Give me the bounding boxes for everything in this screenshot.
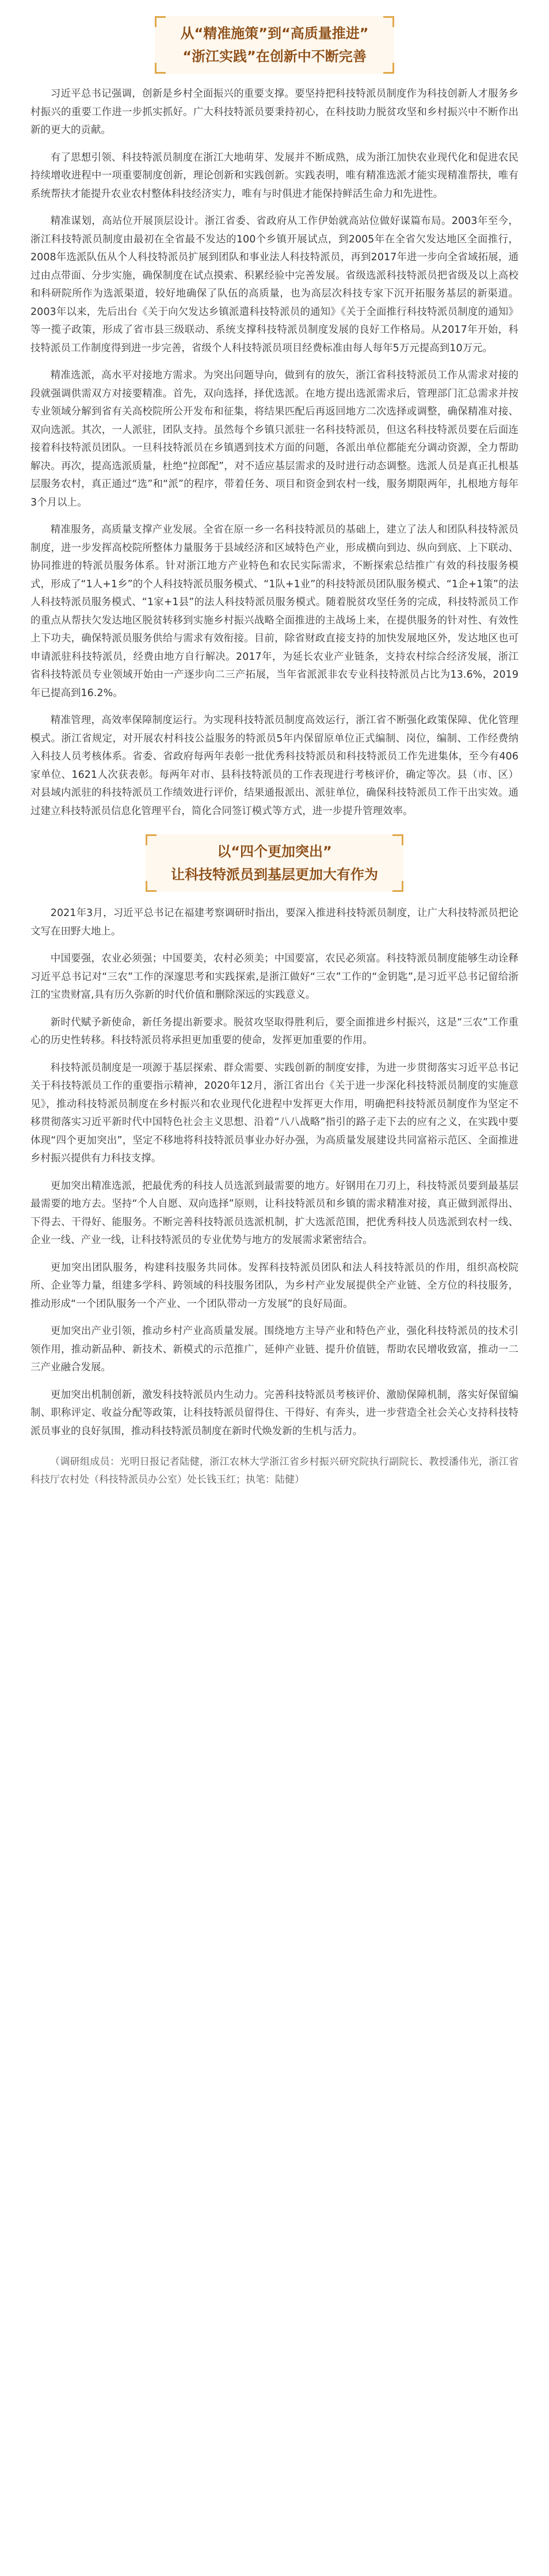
frame-corner-icon xyxy=(146,881,157,892)
frame-corner-icon xyxy=(392,881,403,892)
paragraph: 精准管理，高效率保障制度运行。为实现科技特派员制度高效运行，浙江省不断强化政策保障、优化管理模式。浙江省规定，对开展农村科技公益服务的特派员5年内保留原单位正式编制、岗位，编制、工作经费纳入科技人员考核体系。省委、省政府每两年表彰一批优秀科技特派员和科技特派员工作先进集体，至今有406家单位、1621人次获表彰。每两年对市、县科技特派员的工作表现进行考核评价，确定等次。县（市、区）对县域内派驻的科技特派员工作绩效进行评价，结果通报派出、派驻单位，确保科技特派员工作干出实效。通过建立科技特派员信息化管理平台，简化合同签订模式等方式，进一步提升管理效率。 xyxy=(30,715,518,817)
frame-corner-icon xyxy=(155,63,166,74)
frame-corner-icon xyxy=(146,834,157,845)
heading-1-line-1: 从“精准施策”到“高质量推进” xyxy=(180,25,369,41)
paragraph: 更加突出精准选派，把最优秀的科技人员选派到最需要的地方。好钢用在刀刃上，科技特派员要到最基层最需要的地方去。坚持“个人自愿、双向选择”原则，让科技特派员和乡镇的需求精准对接，真正做到派得出、下得去、干得好、能服务。不断完善科技特派员选派机制，扩大选派范围，把优秀科技人员选派到农村一线、企业一线、产业一线，让科技特派员的专业优势与地方的发展需求紧密结合。 xyxy=(30,1180,518,1246)
paragraph: 中国要强，农业必须强；中国要美，农村必须美；中国要富，农民必须富。科技特派员制度能够生动诠释习近平总书记对“三农”工作的深邃思考和实践探索,是浙江做好“三农”工作的“金钥匙”,是习近平总书记留给浙江的宝贵财富,具有历久弥新的时代价值和删除深远的实践意义。 xyxy=(30,953,518,1001)
frame-corner-icon xyxy=(155,16,166,27)
paragraph: 更加突出产业引领，推动乡村产业高质量发展。围绕地方主导产业和特色产业，强化科技特派员的技术引领作用，推动新品种、新技术、新模式的示范推广，延伸产业链、提升价值链，帮助农民增收致富，推动一二三产业融合发展。 xyxy=(30,1325,518,1373)
heading-2-line-2: 让科技特派员到基层更加大有作为 xyxy=(171,867,378,883)
paragraph: 习近平总书记强调，创新是乡村全面振兴的重要支撑。要坚持把科技特派员制度作为科技创新人才服务乡村振兴的重要工作进一步抓实抓好。广大科技特派员要秉持初心，在科技助力脱贫攻坚和乡村振兴中不断作出新的更大的贡献。 xyxy=(30,88,518,136)
paragraph: 科技特派员制度是一项源于基层探索、群众需要、实践创新的制度安排，为进一步贯彻落实习近平总书记关于科技特派员工作的重要指示精神，2020年12月，浙江省出台《关于进一步深化科技特派员制度的实施意见》，推动科技特派员制度在乡村振兴和农业现代化进程中发挥更大作用，明确把科技特派员制度作为坚定不移贯彻落实习近平新时代中国特色社会主义思想、沿着“八八战略”指引的路子走下去的应有之义，在实践中要体现“四个更加突出”，坚定不移地将科技特派员事业办好办强，为高质量发展建设共同富裕示范区、全面推进乡村振兴提供有力科技支撑。 xyxy=(30,1062,518,1164)
heading-2-line-1: 以“四个更加突出” xyxy=(217,844,332,860)
author-note: （调研组成员：光明日报记者陆健，浙江农林大学浙江省乡村振兴研究院执行副院长、教授潘伟光，浙江省科技厅农村处（科技特派员办公室）处长钱玉红；执笔：陆健） xyxy=(30,1456,518,1485)
frame-corner-icon xyxy=(392,834,403,845)
paragraph: 2021年3月，习近平总书记在福建考察调研时指出，要深入推进科技特派员制度，让广大科技特派员把论文写在田野大地上。 xyxy=(30,907,518,937)
heading-frame xyxy=(146,834,403,892)
section-heading-1 xyxy=(30,16,518,74)
paragraph: 精准选派，高水平对接地方需求。为突出问题导向，做到有的放矢，浙江省科技特派员工作从需求对接的段就强调供需双方对接要精准。首先，双向选择，择优选派。在地方提出选派需求后，管理部门汇总需求并按专业领域分解到省有关高校院所公开发布和征集，将结果匹配后再返回地方二次选择或调整，确保精准对接、双向选派。其次，一人派驻，团队支持。虽然每个乡镇只派驻一名科技特派员，但这名科技特派员要在后面连接着科技特派员团队。一旦科技特派员在乡镇遇到技术方面的问题，各派出单位都能充分调动资源，全力帮助解决。再次，提高选派质量，杜绝“拉郎配”，对不适应基层需求的及时进行动态调整。选派人员是真正扎根基层服务农村，真正通过“选”和“派”的程序，带着任务、项目和资金到农村一线，服务期限两年，扎根地方每年3个月以上。 xyxy=(30,370,518,508)
section-heading-2 xyxy=(30,834,518,892)
paragraph: 更加突出团队服务，构建科技服务共同体。发挥科技特派员团队和法人科技特派员的作用，组织高校院所、企业等力量，组建多学科、跨领域的科技服务团队，为乡村产业发展提供全产业链、全方位的科技服务，推动形成“一个团队服务一个产业、一个团队带动一方发展”的良好局面。 xyxy=(30,1262,518,1310)
paragraph: 有了思想引领、科技特派员制度在浙江大地萌芽、发展并不断成熟，成为浙江加快农业现代化和促进农民持续增收进程中一项重要制度创新，理论创新和实践创新。实践表明，唯有精准选派才能实现精准帮扶，唯有系统帮扶才能提升农业农村整体科技经济实力，唯有与时俱进才能保持鲜活生命力和先进性。 xyxy=(30,151,518,200)
paragraph: 精准谋划，高站位开展顶层设计。浙江省委、省政府从工作伊始就高站位做好谋篇布局。2003年至今，浙江科技特派员制度由最初在全省最不发达的100个乡镇开展试点，到2005年在全省欠发达地区全面推行，2008年选派队伍从个人科技特派员扩展到团队和事业法人科技特派员，再到2017年进一步向全省域拓展，通过由点带面、分步实施，确保制度在试点摸索、积累经验中完善发展。省级选派科技特派员把省级及以上高校和科研院所作为选派渠道，较好地确保了队伍的高质量，也为高层次科技专家下沉开拓服务基层的新渠道。2003年以来，先后出台《关于向欠发达乡镇派遣科技特派员的通知》《关于全面推行科技特派员制度的通知》等一揽子政策，形成了省市县三级联动、系统支撑科技特派员制度发展的良好工作格局。从2017年开始，科技特派员工作制度得到进一步完善，省级个人科技特派员项目经费标准由每人每年5万元提高到10万元。 xyxy=(30,215,518,354)
paragraph: 更加突出机制创新，激发科技特派员内生动力。完善科技特派员考核评价、激励保障机制，落实好保留编制、职称评定、收益分配等政策，让科技特派员留得住、干得好、有奔头，进一步营造全社会关心支持科技特派员事业的良好氛围，推动科技特派员制度在新时代焕发新的生机与活力。 xyxy=(30,1389,518,1437)
frame-corner-icon xyxy=(383,63,394,74)
heading-1-line-2: “浙江实践”在创新中不断完善 xyxy=(182,48,367,64)
heading-frame xyxy=(155,16,394,74)
paragraph: 新时代赋予新使命，新任务提出新要求。脱贫攻坚取得胜利后，要全面推进乡村振兴，这是“三农”工作重心的历史性转移。科技特派员将承担更加重要的使命，发挥更加重要的作用。 xyxy=(30,1016,518,1046)
paragraph: 精准服务，高质量支撑产业发展。全省在原一乡一名科技特派员的基础上，建立了法人和团队科技特派员制度，进一步发挥高校院所整体力量服务于县域经济和区域特色产业，形成横向到边、纵向到底、上下联动、协同推进的特派员服务体系。针对浙江地方产业特色和农民实际需求，不断探索总结推广有效的科技服务模式，形成了“1人+1乡”的个人科技特派员服务模式、“1队+1业”的科技特派员团队服务模式、“1企+1策”的法人科技特派员服务模式、“1家+1县”的法人科技特派员服务模式。随着脱贫攻坚任务的完成，科技特派员工作的重点从帮扶欠发达地区脱贫转移到实施乡村振兴战略全面推进的主战场上来，在提供服务的针对性、有效性上下功夫，确保特派员服务供给与需求有效衔接。目前，除省财政直接支持的加快发展地区外，发达地区也可申请派驻科技特派员，经费由地方自行解决。2017年，为延长农业产业链条，支持农村综合经济发展，浙江省科技特派员专业领域开始由一产逐步向二三产拓展，当年省派派非农专业科技特派员占比为13.6%，2019年已提高到16.2%。 xyxy=(30,524,518,699)
frame-corner-icon xyxy=(383,16,394,27)
